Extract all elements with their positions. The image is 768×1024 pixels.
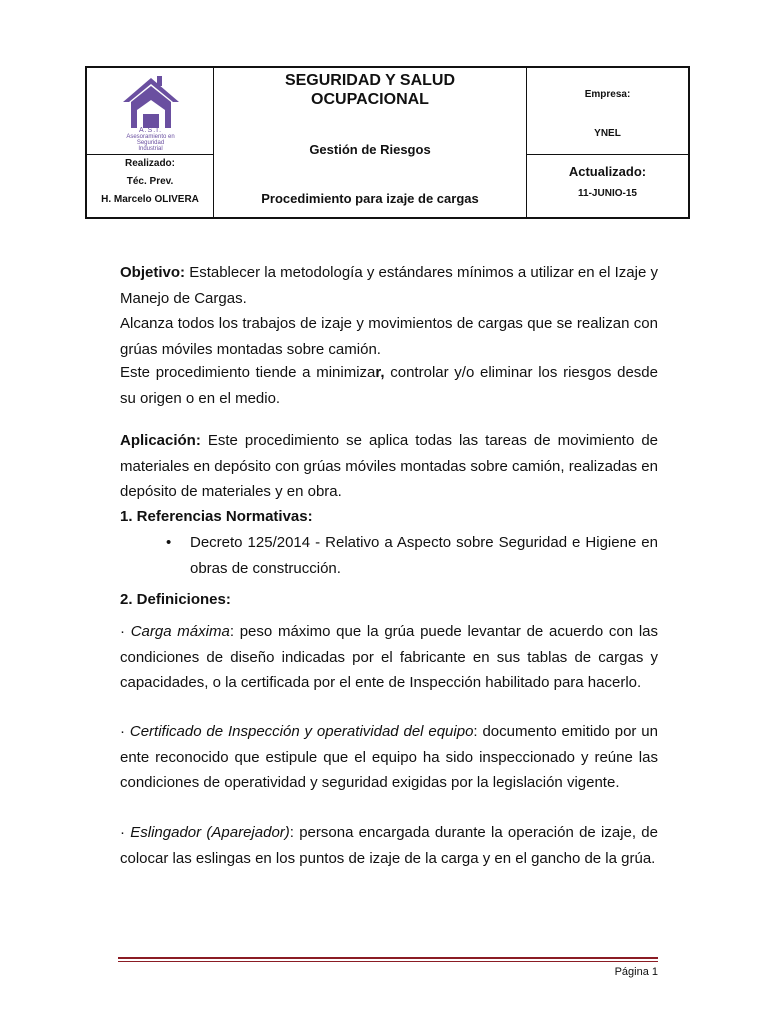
logo-caption: Industrial: [138, 146, 163, 152]
empresa-label: Empresa:: [584, 89, 631, 100]
divider: [526, 154, 688, 155]
realizado-label: Realizado:: [124, 158, 175, 169]
author-cell: [87, 155, 213, 209]
logo-caption: Asesoramiento en: [126, 134, 175, 140]
aplicacion-label: Aplicación:: [120, 432, 201, 449]
document-title: OCUPACIONAL: [311, 91, 429, 108]
alcance-paragraph: Alcanza todos los trabajos de izaje y movimientos de cargas que se realizan con grúas móviles montadas sobre camión.: [120, 315, 658, 358]
realizado-name: H. Marcelo OLIVERA: [101, 194, 199, 205]
procedimiento-paragraph: Este procedimiento tiende a minimizar, controlar y/o eliminar los riesgos desde su origen o en el medio.: [120, 364, 658, 407]
definition-paragraph: · Eslingador (Aparejador): persona encargada durante la operación de izaje, de colocar las eslingas en los puntos de izaje de la carga y en el gancho de la grúa.: [120, 824, 658, 867]
section-heading: 1. Referencias Normativas:: [120, 508, 313, 525]
actualizado-label: Actualizado:: [568, 164, 647, 179]
document-subtitle: Gestión de Riesgos: [309, 142, 431, 157]
objetivo-text: Establecer la metodología y estándares mínimos a utilizar en el Izaje y Manejo de Cargas.: [120, 264, 658, 307]
page-number: Página 1: [614, 966, 658, 978]
title-cell: [214, 71, 526, 109]
house-logo-icon: [87, 70, 214, 130]
objetivo-paragraph: [120, 260, 658, 311]
company-logo: [87, 68, 214, 154]
definition-term: Certificado de Inspección y operatividad del equipo: [129, 723, 474, 740]
aplicacion-paragraph: [120, 428, 658, 505]
definition-term: Carga máxima: [130, 623, 230, 640]
aplicacion-text: Este procedimiento se aplica todas las tareas de movimiento de materiales en depósito con grúas móviles montadas sobre camión, realizadas en depósito de materiales y en obra.: [120, 432, 658, 500]
logo-letters: A.S.I.: [138, 127, 163, 134]
logo-caption: Seguridad: [136, 140, 165, 146]
footer-rule: [118, 957, 658, 959]
definition-paragraph: · Certificado de Inspección y operatividad del equipo: documento emitido por un ente reconocido que estipule que el equipo ha sido inspeccionado y reúne las condiciones de operatividad y seguridad exigidas por la legislación vigente.: [120, 723, 658, 791]
footer-rule: [118, 961, 658, 962]
document-header-table: [85, 66, 690, 219]
document-title: SEGURIDAD Y SALUD: [284, 72, 456, 89]
list-item: Decreto 125/2014 - Relativo a Aspecto sobre Seguridad e Higiene en obras de construcción.: [190, 534, 658, 577]
definition-paragraph: · Carga máxima: peso máximo que la grúa puede levantar de acuerdo con las condiciones de diseño indicadas por el fabricante en sus tablas de cargas y capacidades, o la certificada por el ente de Inspección habilitado para hacerlo.: [120, 623, 659, 691]
actualizado-value: 11-JUNIO-15: [578, 188, 637, 199]
definition-term: Eslingador (Aparejador): [130, 824, 290, 841]
realizado-title: Téc. Prev.: [126, 176, 174, 187]
section-heading: 2. Definiciones:: [120, 591, 231, 608]
objetivo-label: Objetivo:: [120, 264, 186, 281]
bullet-icon: •: [166, 534, 172, 551]
empresa-value: YNEL: [594, 128, 621, 139]
procedure-title: Procedimiento para izaje de cargas: [261, 191, 479, 206]
